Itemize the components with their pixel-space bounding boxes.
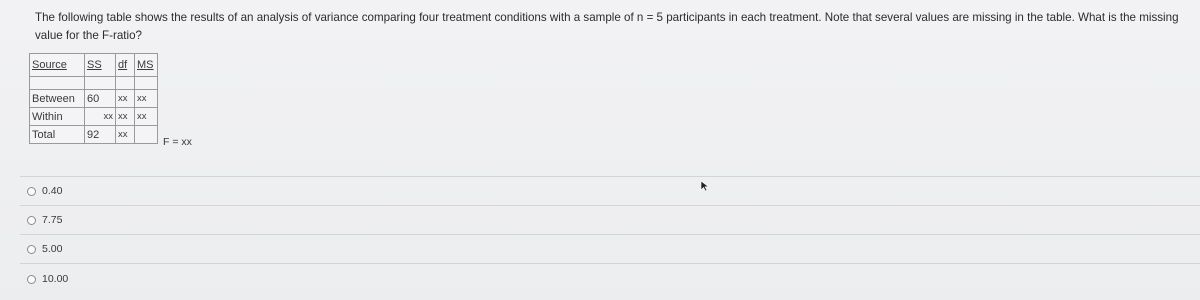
header-ss: SS — [85, 54, 116, 77]
cell-ms — [135, 126, 158, 144]
cell-ms: xx — [135, 108, 158, 126]
table-row-between — [30, 90, 158, 108]
radio-button[interactable] — [27, 216, 36, 225]
header-source: Source — [30, 54, 85, 77]
answer-option[interactable] — [27, 214, 62, 226]
cell-ss: xx — [85, 108, 116, 126]
divider — [20, 263, 1200, 264]
table-spacer-row — [30, 77, 158, 90]
table-row-within — [30, 108, 158, 126]
mouse-cursor-icon — [700, 180, 710, 192]
option-label: 0.40 — [42, 185, 63, 197]
cell-ss: 92 — [85, 126, 116, 144]
cell-source: Between — [30, 90, 85, 108]
cell-df: xx — [116, 126, 135, 144]
radio-button[interactable] — [27, 187, 36, 196]
cell-source: Total — [30, 126, 85, 144]
option-label: 5.00 — [42, 243, 63, 255]
header-ms: MS — [135, 54, 158, 77]
divider — [20, 176, 1200, 177]
answer-option[interactable] — [27, 273, 68, 285]
radio-button[interactable] — [27, 245, 36, 254]
cell-df: xx — [116, 108, 135, 126]
cell-ss: 60 — [85, 90, 116, 108]
table-row-total — [30, 126, 158, 144]
answer-option[interactable] — [27, 243, 62, 255]
f-ratio-label: F = xx — [163, 136, 192, 148]
option-label: 10.00 — [42, 273, 69, 285]
answer-option[interactable] — [27, 185, 62, 197]
question-text: The following table shows the results of an analysis of variance comparing four treatment conditions with a sample of n = 5 participants in each treatment. Note that several values are missing in the table. What is the missing value for the F-ratio? — [35, 11, 1179, 42]
option-label: 7.75 — [42, 214, 63, 226]
cell-ms: xx — [135, 90, 158, 108]
header-df: df — [116, 54, 135, 77]
radio-button[interactable] — [27, 275, 36, 284]
table-header-row — [30, 54, 158, 77]
cell-source: Within — [30, 108, 85, 126]
anova-table — [29, 53, 158, 144]
cell-df: xx — [116, 90, 135, 108]
divider — [20, 234, 1200, 235]
divider — [20, 205, 1200, 206]
